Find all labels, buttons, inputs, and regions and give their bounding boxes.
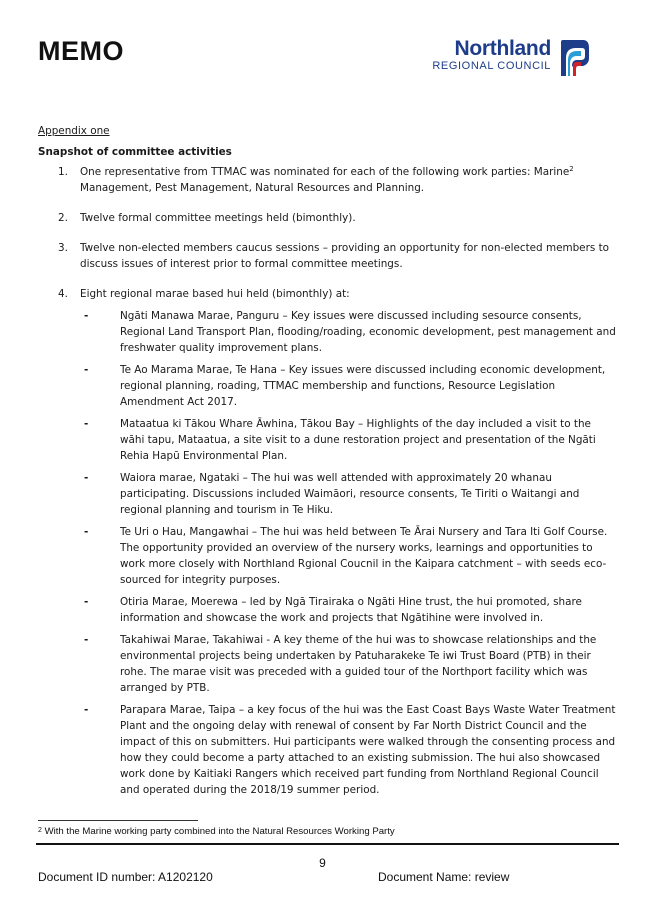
- dash-bullet: -: [84, 704, 89, 716]
- marae-text: Parapara Marae, Taipa – a key focus of the hui was the East Coast Bays Waste Water Treatment Plant and the ongoing delay with renewal of consent by Far North District Council and the impact of this on submitters. Hui participants were walked through the consenting process and how they could become a party attached to an existing submission. The hui also showcased work done by Kaitiaki Rangers which received part funding from Northland Regional Council and operated during the 2018/19 summer period.: [120, 704, 616, 796]
- memo-body: [38, 123, 618, 812]
- marae-item: [78, 416, 618, 464]
- dash-bullet: -: [84, 472, 89, 484]
- marae-list: [80, 308, 618, 798]
- dash-bullet: -: [84, 418, 89, 430]
- dash-bullet: -: [84, 526, 89, 538]
- appendix-label: Appendix one: [38, 125, 110, 137]
- list-item: [38, 240, 618, 272]
- council-logo-icon: [555, 38, 591, 78]
- footer-divider: [36, 843, 619, 845]
- item-number: 3.: [58, 242, 68, 254]
- marae-item: [78, 524, 618, 588]
- item-number: 1.: [58, 166, 68, 178]
- northland-logo: [427, 38, 597, 80]
- dash-bullet: -: [84, 310, 89, 322]
- footnote: [38, 826, 395, 837]
- memo-title: MEMO: [38, 36, 124, 66]
- marae-item: [78, 308, 618, 356]
- item-text: One representative from TTMAC was nominated for each of the following work parties: Marine: [80, 166, 570, 178]
- document-name: Document Name: review: [378, 870, 510, 884]
- footnote-number: 2: [38, 827, 42, 834]
- marae-item: [78, 362, 618, 410]
- item-text: Eight regional marae based hui held (bimonthly) at:: [80, 288, 350, 300]
- marae-text: Ngāti Manawa Marae, Panguru – Key issues were discussed including sesource consents, Regional Land Transport Plan, flooding/roading, economic development, pest management and freshwater quality improvement plans.: [120, 310, 616, 354]
- footnote-divider: [38, 820, 198, 821]
- item-text: Twelve formal committee meetings held (bimonthly).: [80, 212, 356, 224]
- list-item: [38, 286, 618, 798]
- marae-text: Te Uri o Hau, Mangawhai – The hui was held between Te Ārai Nursery and Tara Iti Golf Course. The opportunity provided an overview of the nursery works, learnings and opportunities to work more closely with Northland Rgional Coucnil in the Kaipara catchment – with seeds eco-sourced for integrity purposes.: [120, 526, 608, 586]
- dash-bullet: -: [84, 596, 89, 608]
- dash-bullet: -: [84, 364, 89, 376]
- section-heading: Snapshot of committee activities: [38, 146, 232, 158]
- marae-text: Mataatua ki Tākou Whare Āwhina, Tākou Bay – Highlights of the day included a visit to the wāhi tapu, Mataatua, a site visit to a dune restoration project and presentation of the Ngāti Rehia Hapū Environmental Plan.: [120, 418, 596, 462]
- logo-name: Northland: [454, 37, 551, 60]
- marae-text: Waiora marae, Ngataki – The hui was well attended with approximately 20 whanau participating. Discussions included Waimāori, resource consents, Te Tiriti o Waitangi and regional planning and tourism in Te Hiku.: [120, 472, 580, 516]
- marae-text: Te Ao Marama Marae, Te Hana – Key issues were discussed including economic development, regional planning, roading, TTMAC membership and functions, Resource Legislation Amendment Act 2017.: [120, 364, 606, 408]
- marae-item: [78, 594, 618, 626]
- dash-bullet: -: [84, 634, 89, 646]
- marae-item: [78, 632, 618, 696]
- page-number: 9: [319, 856, 326, 870]
- list-item: [38, 210, 618, 226]
- marae-text: Takahiwai Marae, Takahiwai - A key theme of the hui was to showcase relationships and the environmental projects being undertaken by Patuharakeke Te iwi Trust Board (PTB) in their rohe. The marae visit was preceded with a guided tour of the Northport facility which was arranged by PTB.: [120, 634, 597, 694]
- marae-item: [78, 702, 618, 798]
- item-text-cont: Management, Pest Management, Natural Resources and Planning.: [80, 182, 425, 194]
- marae-text: Otiria Marae, Moerewa – led by Ngā Tirairaka o Ngāti Hine trust, the hui promoted, share information and showcase the work and projects that Ngātihine were involved in.: [120, 596, 582, 624]
- item-number: 2.: [58, 212, 68, 224]
- footnote-text: With the Marine working party combined into the Natural Resources Working Party: [41, 826, 395, 837]
- numbered-list: [38, 164, 618, 798]
- document-id: Document ID number: A1202120: [38, 870, 213, 884]
- item-text: Twelve non-elected members caucus sessions – providing an opportunity for non-elected members to discuss issues of interest prior to formal committee meetings.: [80, 242, 609, 270]
- marae-item: [78, 470, 618, 518]
- footnote-ref: 2: [569, 165, 574, 173]
- logo-subtitle: REGIONAL COUNCIL: [432, 60, 551, 72]
- item-number: 4.: [58, 288, 68, 300]
- logo-text: [427, 38, 551, 73]
- list-item: [38, 164, 618, 196]
